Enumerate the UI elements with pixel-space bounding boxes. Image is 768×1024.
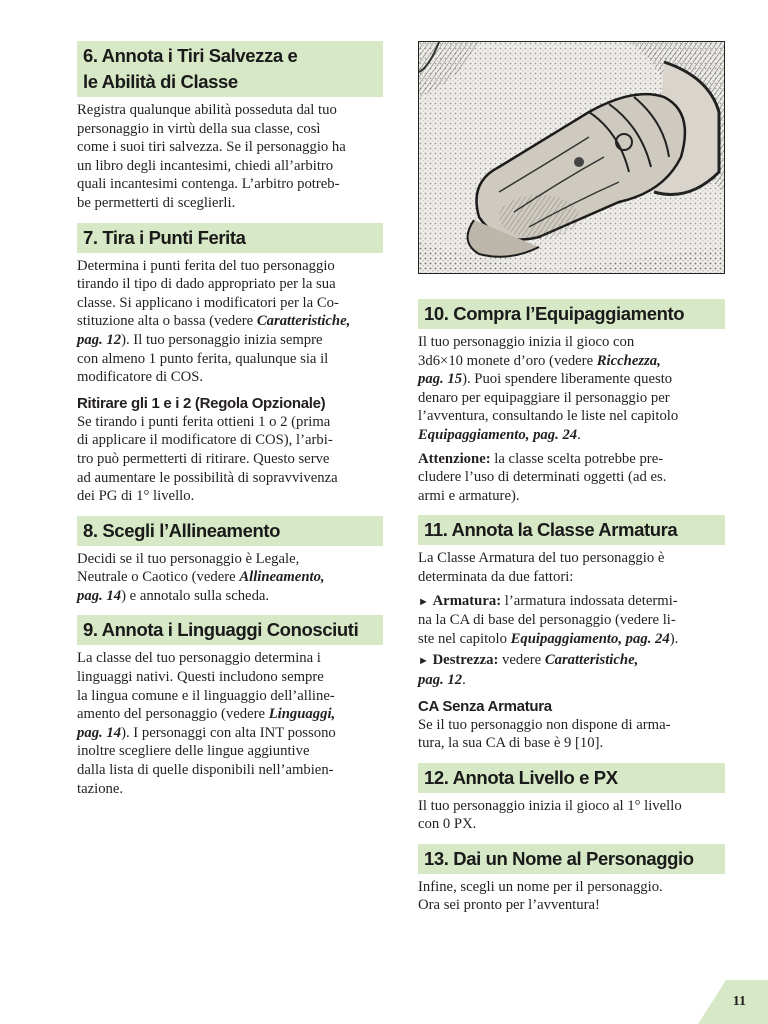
text-run: ste nel capitolo bbox=[418, 630, 511, 647]
text-line: classe. Si applicano i modificatori per la Co- bbox=[77, 294, 339, 311]
heading-line: 6. Annota i Tiri Salvezza e bbox=[83, 45, 298, 66]
text-line: linguaggi nativi. Questi includono sempre bbox=[77, 669, 324, 686]
heading-text: 9. Annota i Linguaggi Conosciuti bbox=[83, 619, 359, 641]
subheading-ritirare: Ritirare gli 1 e i 2 (Regola Opzionale) bbox=[77, 394, 326, 412]
cross-reference: Caratteristiche, bbox=[544, 652, 639, 669]
text-run: la classe scelta potrebbe pre- bbox=[490, 450, 664, 467]
text-line: modificatore di COS. bbox=[77, 369, 204, 386]
text-line bbox=[77, 568, 383, 587]
text-line: Se tirando i punti ferita ottieni 1 o 2 (prima bbox=[77, 413, 331, 430]
heading-text: 13. Dai un Nome al Personaggio bbox=[424, 847, 694, 869]
text-run: . bbox=[577, 426, 581, 443]
cross-reference: Linguaggi, bbox=[268, 706, 336, 723]
text-line: be permetterti di sceglierli. bbox=[77, 194, 236, 211]
body-s7 bbox=[77, 257, 383, 387]
text-run: ). Puoi spendere liberamente questo bbox=[462, 371, 673, 388]
body-s9 bbox=[77, 649, 383, 798]
text-line: personaggio in virtù della sua classe, così bbox=[77, 120, 321, 137]
page-number: 11 bbox=[732, 994, 746, 1009]
bullet-label: Armatura: bbox=[432, 592, 502, 609]
text-line: Registra qualunque abilità posseduta dal tuo bbox=[77, 102, 337, 118]
text-line: tirando il tipo di dado appropriato per la sua bbox=[77, 276, 336, 293]
body-s6 bbox=[77, 101, 383, 213]
body-s10 bbox=[418, 333, 725, 445]
heading-line: le Abilità di Classe bbox=[83, 71, 238, 92]
heading-s6 bbox=[77, 41, 383, 97]
text-line: Il tuo personaggio inizia il gioco al 1° livello bbox=[418, 797, 682, 814]
heading-text: 11. Annota la Classe Armatura bbox=[424, 519, 678, 541]
text-line: la lingua comune e il linguaggio dell’alline- bbox=[77, 687, 335, 704]
left-column bbox=[77, 41, 383, 798]
text-run: ). bbox=[669, 630, 679, 647]
text-line bbox=[418, 450, 725, 469]
text-line bbox=[418, 592, 725, 612]
body-s8 bbox=[77, 550, 383, 606]
heading-text: 10. Compra l’Equipaggiamento bbox=[424, 303, 685, 324]
text-line: un libro degli incantesimi, chiedi all’arbitro bbox=[77, 157, 334, 174]
body-s7-sub bbox=[77, 413, 383, 506]
text-line: La classe del tuo personaggio determina i bbox=[77, 650, 321, 667]
body-s12 bbox=[418, 797, 725, 834]
text-line bbox=[418, 370, 725, 389]
armored-gauntlet-illustration bbox=[418, 41, 725, 274]
text-line: tazione. bbox=[77, 780, 124, 797]
cross-reference: pag. 14 bbox=[77, 587, 122, 604]
text-line: quali incantesimi contenga. L’arbitro potreb- bbox=[77, 176, 340, 193]
text-run: Neutrale o Caotico (vedere bbox=[77, 569, 240, 586]
cross-reference: Allineamento, bbox=[239, 569, 325, 586]
text-line: di applicare il modificatore di COS), l’arbi- bbox=[77, 432, 333, 449]
heading-text: 12. Annota Livello e PX bbox=[424, 766, 618, 788]
bullet-armatura bbox=[418, 592, 725, 649]
text-line: dei PG di 1° livello. bbox=[77, 488, 195, 505]
body-s13 bbox=[418, 878, 725, 915]
heading-s13 bbox=[418, 844, 725, 874]
subheading-ca-senza-armatura: CA Senza Armatura bbox=[418, 697, 552, 715]
text-line: inoltre scegliere delle lingue aggiuntive bbox=[77, 743, 310, 760]
note-s10 bbox=[418, 450, 725, 506]
cross-reference: Equipaggiamento, pag. 24 bbox=[510, 630, 670, 647]
text-line: con 0 PX. bbox=[418, 816, 477, 833]
text-line bbox=[418, 630, 725, 649]
text-line bbox=[418, 426, 725, 445]
text-run: ). Il tuo personaggio inizia sempre bbox=[121, 331, 323, 348]
text-line: come i suoi tiri salvezza. Se il personaggio ha bbox=[77, 139, 346, 156]
heading-s9 bbox=[77, 615, 383, 645]
heading-s7 bbox=[77, 223, 383, 253]
text-line bbox=[418, 352, 725, 371]
heading-s10 bbox=[418, 299, 725, 329]
text-line bbox=[418, 651, 725, 671]
heading-text: 8. Scegli l’Allineamento bbox=[83, 519, 281, 541]
cross-reference: pag. 15 bbox=[418, 371, 463, 388]
note-label: Attenzione: bbox=[418, 450, 491, 467]
cross-reference: Equipaggiamento, pag. 24 bbox=[418, 426, 578, 443]
text-run: ). I personaggi con alta INT possono bbox=[121, 724, 336, 741]
bullet-arrow-icon: ► bbox=[418, 595, 429, 608]
cross-reference: pag. 14 bbox=[77, 724, 122, 741]
body-s11-sub bbox=[418, 716, 725, 753]
text-line: Infine, scegli un nome per il personaggio. bbox=[418, 878, 663, 895]
text-line bbox=[77, 587, 383, 606]
text-line: Il tuo personaggio inizia il gioco con bbox=[418, 334, 635, 350]
text-line bbox=[77, 312, 383, 331]
text-line: tro può permetterti di ritirare. Questo serve bbox=[77, 450, 330, 467]
text-line: dalla lista di quelle disponibili nell’ambien- bbox=[77, 762, 334, 779]
text-line bbox=[77, 705, 383, 724]
text-run: 3d6×10 monete d’oro (vedere bbox=[418, 352, 597, 369]
text-line: Ora sei pronto per l’avventura! bbox=[418, 897, 600, 914]
text-run: ) e annotalo sulla scheda. bbox=[121, 587, 270, 604]
text-line: na la CA di base del personaggio (vedere li- bbox=[418, 612, 676, 629]
text-line: Determina i punti ferita del tuo personaggio bbox=[77, 257, 335, 274]
cross-reference: pag. 12 bbox=[418, 671, 463, 688]
cross-reference: Caratteristiche, bbox=[256, 313, 351, 330]
body-s11 bbox=[418, 549, 725, 586]
text-run: amento del personaggio (vedere bbox=[77, 706, 269, 723]
heading-s11 bbox=[418, 515, 725, 545]
text-run: l’armatura indossata determi- bbox=[501, 592, 678, 609]
text-line: Decidi se il tuo personaggio è Legale, bbox=[77, 550, 300, 567]
gauntlet-drawing bbox=[419, 42, 724, 273]
text-run: stituzione alta o bassa (vedere bbox=[77, 313, 257, 330]
text-line: l’avventura, consultando le liste nel capitolo bbox=[418, 408, 679, 425]
text-line: tura, la sua CA di base è 9 [10]. bbox=[418, 735, 604, 752]
text-line: ad aumentare le possibilità di sopravvivenza bbox=[77, 469, 338, 486]
bullet-label: Destrezza: bbox=[432, 652, 499, 669]
cross-reference: pag. 12 bbox=[77, 331, 122, 348]
text-line: con almeno 1 punto ferita, qualunque sia il bbox=[77, 350, 329, 367]
bullet-destrezza bbox=[418, 651, 725, 689]
text-line: cludere l’uso di determinati oggetti (ad es. bbox=[418, 469, 667, 486]
text-line: denaro per equipaggiare il personaggio per bbox=[418, 389, 670, 406]
text-line bbox=[77, 724, 383, 743]
text-run: vedere bbox=[498, 652, 545, 669]
heading-s8 bbox=[77, 516, 383, 546]
text-line: La Classe Armatura del tuo personaggio è bbox=[418, 550, 665, 567]
cross-reference: Ricchezza, bbox=[596, 352, 661, 369]
text-line: determinata da due fattori: bbox=[418, 568, 574, 585]
text-line: armi e armature). bbox=[418, 487, 520, 504]
text-run: . bbox=[462, 671, 466, 688]
heading-s12 bbox=[418, 763, 725, 793]
right-column bbox=[418, 41, 725, 915]
heading-text: 7. Tira i Punti Ferita bbox=[83, 226, 246, 248]
text-line bbox=[418, 671, 725, 690]
text-line: Se il tuo personaggio non dispone di arma- bbox=[418, 716, 671, 733]
text-line bbox=[77, 331, 383, 350]
bullet-arrow-icon: ► bbox=[418, 655, 429, 668]
